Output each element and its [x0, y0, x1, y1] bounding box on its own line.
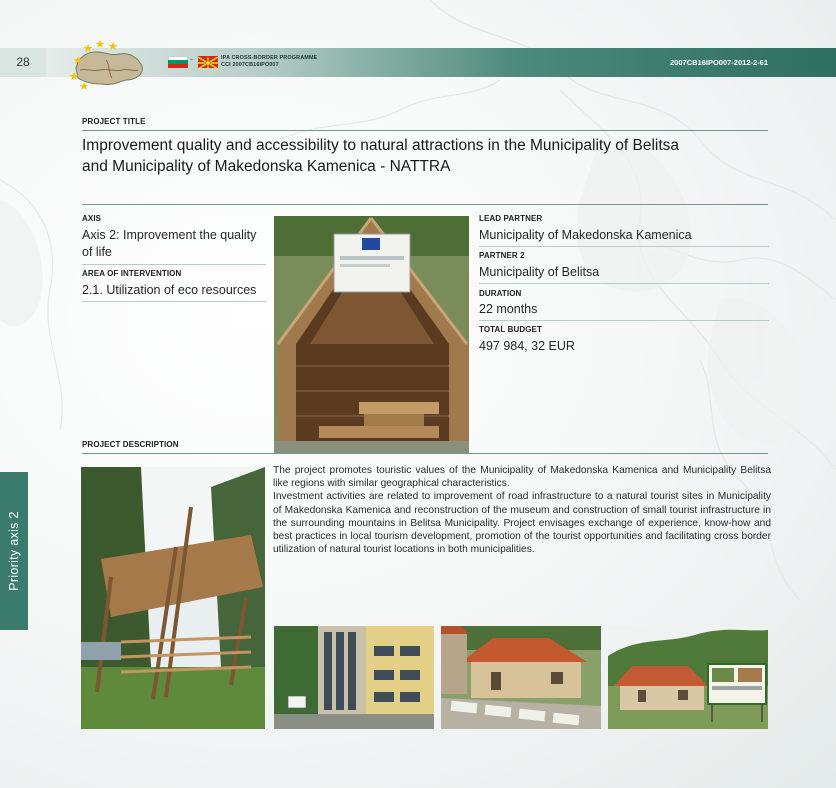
- area-rule: [82, 301, 266, 302]
- bulgaria-flag-icon: [168, 56, 188, 68]
- lead-partner-rule: [479, 246, 769, 247]
- construction-photo: [81, 467, 265, 729]
- macedonia-flag-icon: [198, 56, 218, 68]
- project-title-label: PROJECT TITLE: [82, 117, 146, 126]
- programme-logo: [66, 38, 148, 92]
- village-house-photo: [441, 626, 601, 729]
- axis-value: Axis 2: Improvement the quality of life: [82, 228, 257, 259]
- description-rule: [82, 453, 768, 454]
- total-budget-label: TOTAL BUDGET: [479, 325, 542, 334]
- duration-label: DURATION: [479, 289, 522, 298]
- axis-label: AXIS: [82, 214, 102, 223]
- flag-separator: -: [190, 54, 193, 64]
- project-title: Improvement quality and accessibility to natural attractions in the Municipality of Belitsa and Municipality of Makedonska Kamenica - NATTRA: [82, 137, 680, 175]
- priority-axis-tab-label: Priority axis 2: [7, 511, 21, 591]
- axis-rule: [82, 264, 266, 265]
- total-budget-value: 497 984, 32 EUR: [479, 339, 575, 353]
- title-bottom-rule: [82, 204, 768, 205]
- lead-partner-label: LEAD PARTNER: [479, 214, 543, 223]
- partner-2-value: Municipality of Belitsa: [479, 265, 600, 279]
- partner-2-rule: [479, 283, 769, 284]
- area-of-intervention-value: 2.1. Utilization of eco resources: [82, 283, 257, 297]
- project-code: 2007CB16IPO007-2012-2-61: [670, 58, 768, 67]
- project-description-label: PROJECT DESCRIPTION: [82, 440, 179, 449]
- info-board-photo: [608, 626, 768, 729]
- page-number: 28: [0, 48, 46, 77]
- title-rule: [82, 130, 768, 131]
- priority-axis-tab: [0, 472, 28, 630]
- duration-value: 22 months: [479, 302, 538, 316]
- area-of-intervention-label: AREA OF INTERVENTION: [82, 269, 182, 278]
- programme-name: IPA CROSS-BORDER PROGRAMME CCI 2007CB16IPO007: [221, 55, 318, 68]
- partner-2-label: PARTNER 2: [479, 251, 525, 260]
- project-description-text: The project promotes touristic values of the Municipality of Makedonska Kamenica and Municipality Belitsa like regions with similar geographical characteristics. Investment activities are related to improvement of road infrastructure to a natural tourist sites in Municipality of Makedonska Kamenica and reconstruction of the museum and construction of small tourist infrastructure in the surrounding mountains in Belitsa Municipality. Project envisages exchange of experience, know-how and best practices in local tourism development, promotion of the tourist opportunities and facilitating cross border utilization of natural tourist locations in both municipalities.: [273, 465, 771, 556]
- shelter-photo: [274, 216, 469, 454]
- duration-rule: [479, 320, 769, 321]
- museum-building-photo: [274, 626, 434, 729]
- lead-partner-value: Municipality of Makedonska Kamenica: [479, 228, 692, 242]
